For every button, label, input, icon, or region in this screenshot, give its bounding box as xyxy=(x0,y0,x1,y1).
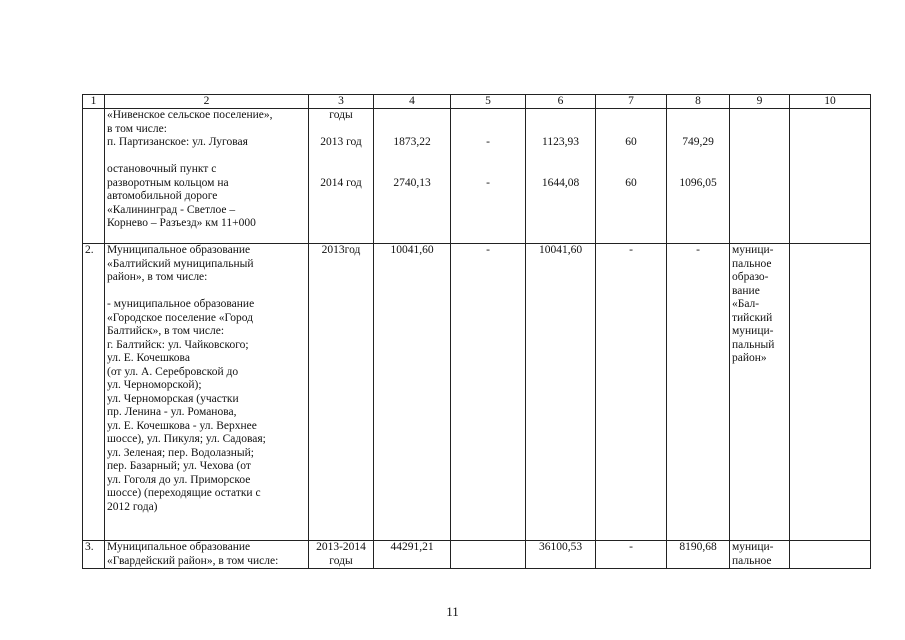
column-number: 1 xyxy=(83,95,105,109)
table-row xyxy=(83,541,871,569)
total-amount: 10041,60 xyxy=(374,244,451,541)
column-number: 8 xyxy=(667,95,730,109)
column-number: 7 xyxy=(596,95,667,109)
budget-table xyxy=(82,94,871,569)
responsible-party: муници- пальное образо- вание «Бал- тийский муници- пальный район» xyxy=(730,244,790,541)
local-budget: - xyxy=(667,244,730,541)
table-row xyxy=(83,109,871,244)
local-budget: 749,29 1096,05 xyxy=(667,109,730,244)
regional-budget: 1123,93 1644,08 xyxy=(526,109,596,244)
total-amount: 1873,22 2740,13 xyxy=(374,109,451,244)
notes xyxy=(790,109,871,244)
column-number: 2 xyxy=(105,95,309,109)
regional-budget: 36100,53 xyxy=(526,541,596,569)
responsible-party xyxy=(730,109,790,244)
column-number-row xyxy=(83,95,871,109)
object-description: Муниципальное образование «Балтийский муниципальный район», в том числе: - муниципальное образование «Городское поселение «Город Балтийск», в том числе: г. Балтийск: ул. Чайковского; ул. Е. Кочешкова (от ул. А. Серебровской до ул. Черноморской); ул. Черноморская (участки пр. Ленина - ул. Романова, ул. Е. Кочешкова - ул. Верхнее шоссе), ул. Пикуля; ул. Садовая; ул. Зеленая; пер. Водолазный; пер. Базарный; ул. Чехова (от ул. Гоголя до ул. Приморское шоссе) (переходящие остатки с 2012 года) xyxy=(105,244,309,541)
implementation-years: годы 2013 год 2014 год xyxy=(309,109,374,244)
implementation-years: 2013-2014 годы xyxy=(309,541,374,569)
share-percent: - xyxy=(596,541,667,569)
implementation-years: 2013год xyxy=(309,244,374,541)
page-number: 11 xyxy=(446,604,459,619)
responsible-party: муници- пальное xyxy=(730,541,790,569)
total-amount: 44291,21 xyxy=(374,541,451,569)
share-percent: 60 60 xyxy=(596,109,667,244)
regional-budget: 10041,60 xyxy=(526,244,596,541)
column-number: 10 xyxy=(790,95,871,109)
column-number: 6 xyxy=(526,95,596,109)
object-description: Муниципальное образование «Гвардейский район», в том числе: xyxy=(105,541,309,569)
column-number: 9 xyxy=(730,95,790,109)
share-percent: - xyxy=(596,244,667,541)
row-number: 3. xyxy=(83,541,105,569)
federal-budget xyxy=(451,541,526,569)
object-description: «Нивенское сельское поселение», в том числе: п. Партизанское: ул. Луговая остановочный пункт с разворотным кольцом на автомобильной дороге «Калининград - Светлое – Корнево – Разъезд» км 11+000 xyxy=(105,109,309,244)
notes xyxy=(790,541,871,569)
notes xyxy=(790,244,871,541)
local-budget: 8190,68 xyxy=(667,541,730,569)
column-number: 4 xyxy=(374,95,451,109)
row-number: 2. xyxy=(83,244,105,541)
table-row xyxy=(83,244,871,541)
column-number: 3 xyxy=(309,95,374,109)
federal-budget: - - xyxy=(451,109,526,244)
column-number: 5 xyxy=(451,95,526,109)
row-number xyxy=(83,109,105,244)
federal-budget: - xyxy=(451,244,526,541)
